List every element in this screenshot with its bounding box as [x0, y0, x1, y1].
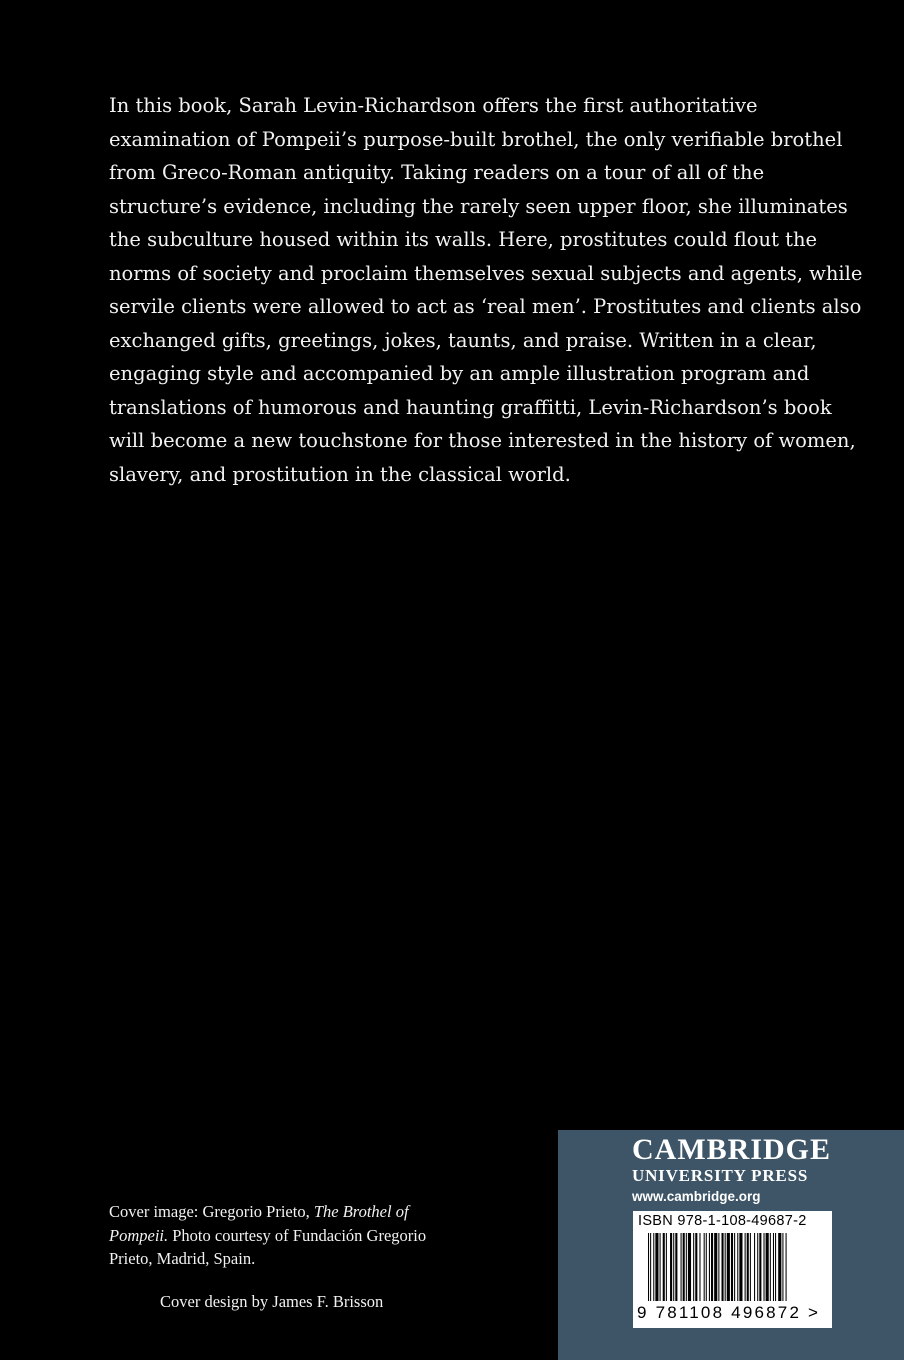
cover-credit-suffix: Photo courtesy of Fundación Gregorio Prieto, Madrid, Spain. [109, 1225, 427, 1268]
barcode-bar [778, 1233, 781, 1301]
barcode-bar [766, 1233, 769, 1301]
barcode-bar [655, 1233, 658, 1301]
barcode-bar [731, 1233, 733, 1301]
barcode-bar [663, 1233, 665, 1301]
barcode-bar [722, 1233, 724, 1301]
barcode-bar [688, 1233, 691, 1301]
barcode-bar [754, 1233, 755, 1301]
barcode-bar [706, 1233, 707, 1301]
barcode-bar [650, 1233, 651, 1301]
barcode-digits: 9 781108 496872 > [637, 1303, 821, 1322]
barcode-bar [718, 1233, 719, 1301]
isbn-barcode [633, 1211, 832, 1328]
barcode-bar [786, 1233, 787, 1301]
barcode-bar [775, 1233, 776, 1301]
barcode-bar [653, 1233, 654, 1301]
barcode-bar [773, 1233, 774, 1301]
barcode-bar [770, 1233, 771, 1301]
barcode-bar [737, 1233, 738, 1301]
barcode-bar [709, 1233, 710, 1301]
barcode-bar [699, 1233, 700, 1301]
barcode-bar [745, 1233, 746, 1301]
barcode-bar [670, 1233, 672, 1301]
barcode-bar [666, 1233, 667, 1301]
barcode-bar [727, 1233, 730, 1301]
barcode-bar [660, 1233, 661, 1301]
barcode-bar [750, 1233, 751, 1301]
barcode-bar [673, 1233, 674, 1301]
barcode-bar [739, 1233, 742, 1301]
barcode-bar [714, 1233, 717, 1301]
cover-credit-prefix: Cover image: Gregorio Prieto, [109, 1202, 314, 1221]
barcode-bar [675, 1233, 677, 1301]
publisher-subname: UNIVERSITY PRESS [632, 1166, 809, 1185]
barcode-bar [693, 1233, 694, 1301]
cover-artwork-title: The Brothel of Pompeii. [109, 1202, 409, 1245]
barcode-bar [747, 1233, 749, 1301]
isbn-label: ISBN 978-1-108-49687-2 [638, 1213, 807, 1229]
barcode-bar [695, 1233, 697, 1301]
barcode-bar [725, 1233, 726, 1301]
cover-design-credit: Cover design by James F. Brisson [160, 1292, 384, 1311]
barcode-bar [757, 1233, 758, 1301]
barcode-bar [648, 1233, 649, 1301]
barcode-bar [704, 1233, 705, 1301]
barcode-bar [711, 1233, 713, 1301]
publisher-panel [558, 1130, 904, 1360]
barcode-bar [764, 1233, 765, 1301]
barcode-bar [759, 1233, 761, 1301]
cover-image-credit [109, 1200, 469, 1271]
barcode-bar [734, 1233, 735, 1301]
barcode-bar [686, 1233, 687, 1301]
barcode-bar [683, 1233, 685, 1301]
publisher-url: www.cambridge.org [632, 1189, 761, 1204]
back-cover-blurb: In this book, Sarah Levin-Richardson offers the first authoritative examination of Pompeii’s purpose-built brothel, the only verifiable brothel from Greco-Roman antiquity. Taking readers on a tour of all of the structure’s evidence, including the rarely seen upper floor, she illuminates the subculture housed within its walls. Here, prostitutes could flout the norms of society and proclaim themselves sexual subjects and agents, while servile clients were allowed to act as ‘real men’. Prostitutes and clients also exchanged gifts, greetings, jokes, taunts, and praise. Written in a clear, engaging style and accompanied by an ample illustration program and translations of humorous and haunting graffitti, Levin-Richardson’s book will become a new touchstone for those interested in the history of women, slavery, and prostitution in the classical world. [109, 94, 863, 486]
barcode-bar [782, 1233, 783, 1301]
publisher-name: CAMBRIDGE [632, 1133, 832, 1166]
barcode-bar [681, 1233, 682, 1301]
